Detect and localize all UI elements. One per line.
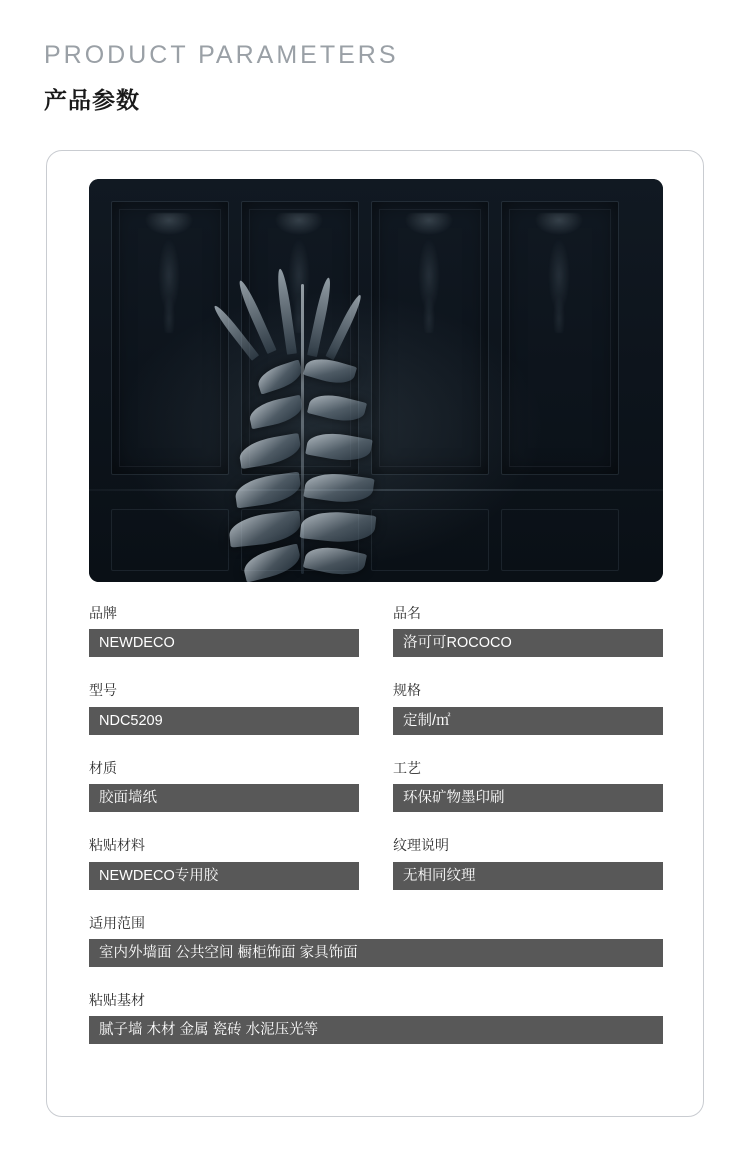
spec-row bbox=[89, 761, 663, 812]
spec-label: 工艺 bbox=[393, 759, 421, 776]
spec-cell-application-scope bbox=[89, 916, 663, 967]
spec-label: 粘贴基材 bbox=[89, 991, 145, 1008]
page-title-en: PRODUCT PARAMETERS bbox=[44, 41, 399, 69]
spec-cell-model bbox=[89, 683, 359, 734]
spec-cell-material bbox=[89, 761, 359, 812]
spec-label: 型号 bbox=[89, 682, 117, 699]
product-image-scene bbox=[89, 179, 663, 582]
page-title-cn: 产品参数 bbox=[44, 87, 140, 113]
spec-value: 定制/㎡ bbox=[393, 707, 663, 735]
spec-value: 环保矿物墨印刷 bbox=[393, 784, 663, 812]
spec-label: 纹理说明 bbox=[393, 837, 449, 854]
spec-cell-specification bbox=[393, 683, 663, 734]
spec-row bbox=[89, 606, 663, 657]
spec-cell-process bbox=[393, 761, 663, 812]
spec-cell-substrate bbox=[89, 993, 663, 1044]
spec-row bbox=[89, 916, 663, 967]
spec-cell-texture-note bbox=[393, 838, 663, 889]
spec-cell-brand bbox=[89, 606, 359, 657]
spec-row bbox=[89, 993, 663, 1044]
spec-label: 规格 bbox=[393, 682, 421, 699]
spec-value: NEWDECO bbox=[89, 629, 359, 657]
spec-row bbox=[89, 683, 663, 734]
spec-cell-adhesive bbox=[89, 838, 359, 889]
spec-row bbox=[89, 838, 663, 889]
parameters-card bbox=[46, 150, 704, 1117]
ornament-motif bbox=[394, 213, 464, 333]
spec-value: 室内外墙面 公共空间 橱柜饰面 家具饰面 bbox=[89, 939, 663, 967]
spec-value: 胶面墙纸 bbox=[89, 784, 359, 812]
spec-value: 洛可可ROCOCO bbox=[393, 629, 663, 657]
page-header bbox=[0, 0, 750, 115]
foliage-illustration bbox=[209, 274, 399, 582]
spec-value: NEWDECO专用胶 bbox=[89, 862, 359, 890]
spec-label: 材质 bbox=[89, 759, 117, 776]
spec-label: 品名 bbox=[393, 605, 421, 621]
ornament-motif bbox=[134, 213, 204, 333]
ornament-motif bbox=[524, 213, 594, 333]
spec-value: NDC5209 bbox=[89, 707, 359, 735]
spec-value: 腻子墙 木材 金属 瓷砖 水泥压光等 bbox=[89, 1016, 663, 1044]
spec-label: 粘贴材料 bbox=[89, 837, 145, 854]
product-image bbox=[89, 179, 663, 582]
wainscot-panel bbox=[501, 509, 619, 571]
spec-cell-product-name bbox=[393, 606, 663, 657]
spec-label: 品牌 bbox=[89, 605, 117, 621]
spec-list bbox=[89, 606, 663, 1070]
spec-label: 适用范围 bbox=[89, 914, 145, 931]
spec-value: 无相同纹理 bbox=[393, 862, 663, 890]
